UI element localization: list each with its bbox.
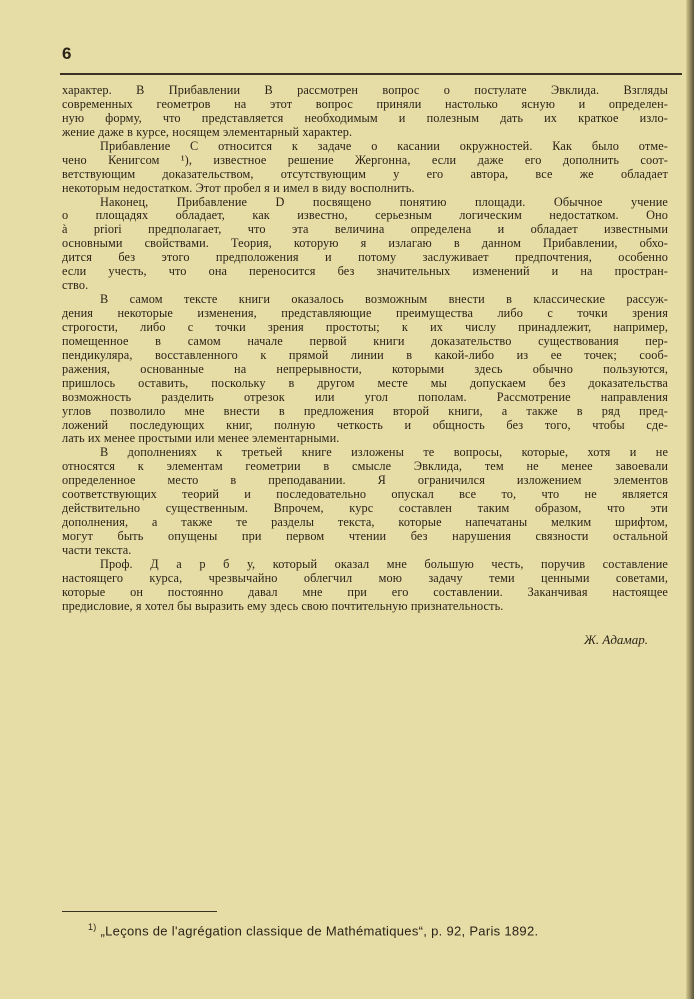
header-rule <box>60 73 682 75</box>
text-line: В самом тексте книги оказалось возможным внести в классические рассуж- <box>100 292 668 307</box>
paragraph <box>62 293 668 446</box>
text-line: дения некоторые изменения, представляющие преимущества либо с точки зрения <box>62 306 668 320</box>
footnote <box>88 922 538 938</box>
text-line: В дополнениях к третьей книге изложены те вопросы, которые, хотя и не <box>100 445 668 460</box>
text-line: пендикуляра, восставленного к прямой линии в какой-либо из ее точек; сооб- <box>62 347 668 362</box>
text-line: строгости, либо с точки зрения простоты; к их числу принадлежит, например, <box>62 319 668 334</box>
text-line: основными свойствами. Теория, которую я излагаю в данном Прибавлении, обхо- <box>62 236 668 251</box>
text-line: определенное место в преподавании. Я ограничился изложением элементов <box>62 473 668 488</box>
text-line: части текста. <box>62 542 132 557</box>
text-line: о площадях обладает, как известно, серьезным логическим недостатком. Оно <box>62 208 668 223</box>
text-line: помещенное в самом начале первой книги доказательство существования пер- <box>62 333 668 348</box>
paragraph <box>62 446 668 558</box>
text-line: чено Кенигсом ¹), известное решение Жергонна, если даже его дополнить соот- <box>62 152 668 167</box>
text-line: à priori предполагает, что эта величина определена и обладает известными <box>62 222 668 237</box>
text-line: лать их менее простыми или менее элементарными. <box>62 431 340 446</box>
text-line: углов позволило мне внести в предложения второй книги, а также в ряд пред- <box>62 403 668 418</box>
text-line: дится без этого предположения и потому заслуживает предпочтения, особенно <box>62 250 668 265</box>
paragraph <box>62 140 668 196</box>
paragraph <box>62 84 668 140</box>
text-line: предисловие, я хотел бы выразить ему здесь свою почтительную признательность. <box>62 598 504 613</box>
text-line: ложений последующих книг, полную четкость и общность без того, чтобы сде- <box>62 417 668 432</box>
text-line: Прибавление C относится к задаче о касании окружностей. Как было отме- <box>100 138 668 153</box>
text-line: дополнения, а также те разделы текста, которые напечатаны мелким шрифтом, <box>62 515 668 530</box>
text-line: характер. В Прибавлении B рассмотрен вопрос о постулате Эвклида. Взгляды <box>62 83 668 97</box>
text-line: соответствующих теорий и последовательно опускал все то, что не является <box>62 487 668 502</box>
text-line: настоящего курса, чрезвычайно облегчил мою задачу теми ценными советами, <box>62 570 668 585</box>
text-line: могут быть опущены при первом чтении без нарушения связности остальной <box>62 529 668 543</box>
text-line: относятся к элементам геометрии в смысле Эвклида, тем не менее завоевали <box>62 459 668 474</box>
text-line: если учесть, что она переносится без значительных изменений и на простран- <box>62 264 668 279</box>
text-line: которые он постоянно давал мне при его составлении. Заканчивая настоящее <box>62 584 668 599</box>
text-line: возможность разделить отрезок или угол пополам. Рассмотрение направления <box>62 389 668 404</box>
text-line: пришлось оставить, поскольку в другом месте мы допускаем без доказательства <box>62 375 668 390</box>
text-line: ную форму, что представляется необходимым и полезным дать их краткое изло- <box>62 110 668 125</box>
text-line: ство. <box>62 278 89 293</box>
footnote-text: „Leçons de l'agrégation classique de Mathématiques“, p. 92, Paris 1892. <box>96 923 539 939</box>
text-line: современных геометров на этот вопрос приняли настолько ясную и определен- <box>62 96 668 111</box>
paragraph <box>62 558 668 614</box>
signature: Ж. Адамар. <box>584 632 648 647</box>
text-line: ражения, основанные на непрерывности, которыми здесь обычно пользуются, <box>62 361 668 376</box>
text-line: действительно существенным. Впрочем, курс составлен таким образом, что эти <box>62 501 668 516</box>
text-line: Проф. Д а р б у, который оказал мне большую честь, поручив составление <box>100 556 668 571</box>
text-line: жение даже в курсе, носящем элементарный характер. <box>62 124 353 139</box>
body-text <box>62 84 668 614</box>
page-number: 6 <box>62 44 72 63</box>
page-edge <box>686 0 694 999</box>
footnote-rule <box>62 911 217 912</box>
text-line: ветствующим доказательством, отсутствующим у его автора, все же обладает <box>62 166 668 181</box>
text-line: некоторым недостатком. Этот пробел я и имел в виду восполнить. <box>62 180 415 195</box>
footnote-marker: 1) <box>88 922 97 932</box>
text-line: Наконец, Прибавление D посвящено понятию площади. Обычное учение <box>100 194 668 209</box>
paragraph <box>62 196 668 294</box>
